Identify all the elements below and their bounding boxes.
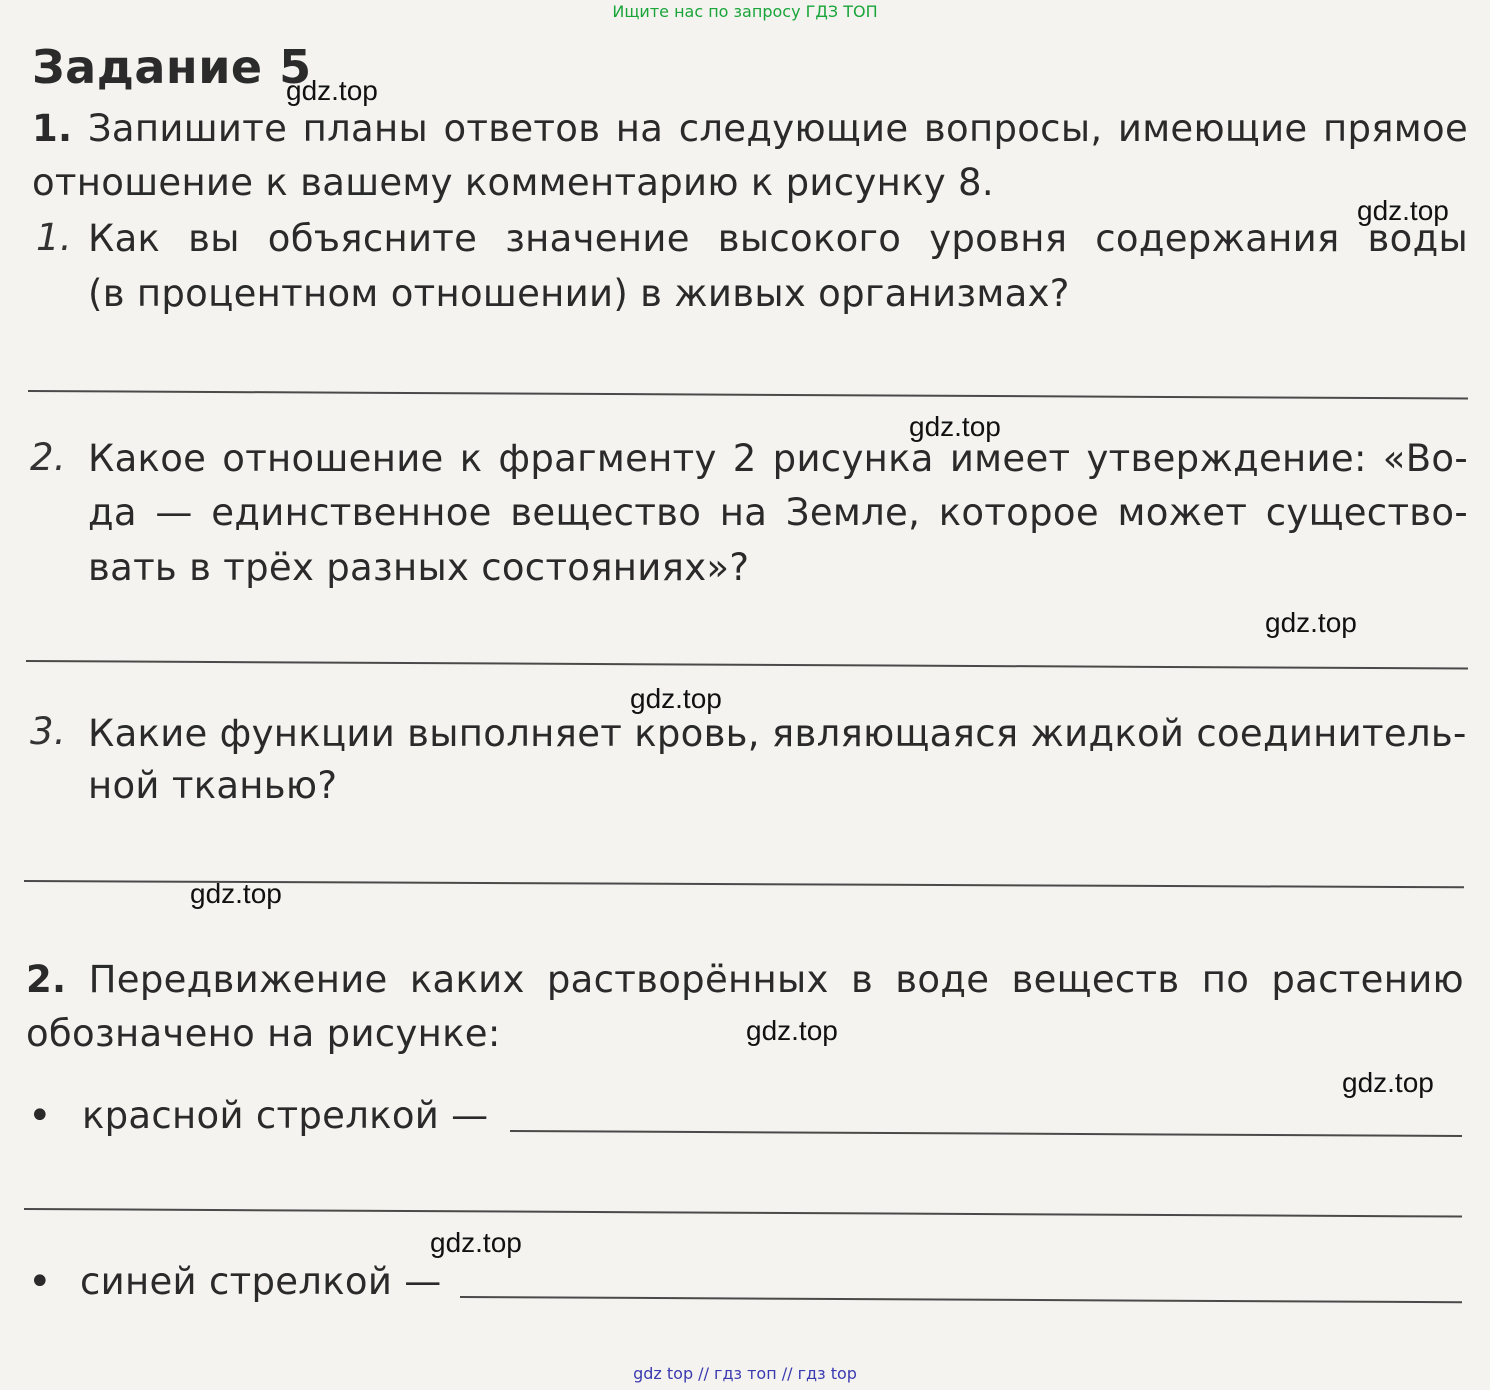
- question2-number: 2.: [30, 436, 66, 479]
- answer-line-red[interactable]: [510, 1130, 1462, 1137]
- question3-line2: ной тканью?: [88, 764, 338, 807]
- question2-line3: вать в трёх разных состояниях»?: [88, 546, 750, 589]
- question3-line1: Какие функции выполняет кровь, являющаяся жидкой соединитель-: [88, 712, 1467, 755]
- task2-number: 2.: [26, 958, 67, 1001]
- watermark: gdz.top: [1357, 195, 1449, 226]
- question1-line2: (в процентном отношении) в живых организмах?: [88, 272, 1070, 315]
- bullet-blue-arrow: синей стрелкой —: [80, 1260, 442, 1303]
- bullet-mark: •: [28, 1093, 52, 1139]
- bullet-mark: •: [28, 1259, 52, 1305]
- task1-text: Запишите планы ответов на следующие вопросы, имеющие прямое: [87, 107, 1469, 150]
- bullet-red-arrow: красной стрелкой —: [82, 1094, 489, 1137]
- question2-line1: Какое отношение к фрагменту 2 рисунка имеет утверждение: «Во-: [88, 437, 1468, 480]
- question3-number: 3.: [30, 710, 66, 753]
- answer-line-1[interactable]: [28, 390, 1468, 400]
- task2-line2: обозначено на рисунке:: [26, 1012, 501, 1055]
- answer-line-blue[interactable]: [460, 1296, 1462, 1303]
- watermark: gdz.top: [746, 1015, 838, 1046]
- watermark: gdz.top: [909, 411, 1001, 442]
- task-title: Задание 5: [32, 40, 312, 94]
- task1-line2: отношение к вашему комментарию к рисунку 8.: [32, 161, 994, 204]
- task1-line1: [32, 107, 1468, 150]
- answer-line-red-continued[interactable]: [24, 1208, 1462, 1218]
- answer-line-2[interactable]: [26, 660, 1468, 670]
- task1-number: 1.: [32, 107, 73, 150]
- top-banner[interactable]: Ищите нас по запросу ГДЗ ТОП: [612, 2, 878, 21]
- watermark: gdz.top: [1265, 607, 1357, 638]
- task2-text: Передвижение каких растворённых в воде веществ по растению: [88, 958, 1464, 1001]
- footer-links[interactable]: gdz top // гдз топ // гдз top: [633, 1364, 857, 1383]
- watermark: gdz.top: [286, 75, 378, 106]
- watermark: gdz.top: [1342, 1067, 1434, 1098]
- question1-line1: Как вы объясните значение высокого уровня содержания воды: [88, 217, 1468, 260]
- question2-line2: да — единственное вещество на Земле, которое может существо-: [88, 491, 1468, 534]
- watermark: gdz.top: [430, 1227, 522, 1258]
- task2-line1: [26, 958, 1464, 1001]
- question1-number: 1.: [36, 216, 72, 259]
- watermark: gdz.top: [630, 683, 722, 714]
- watermark: gdz.top: [190, 878, 282, 909]
